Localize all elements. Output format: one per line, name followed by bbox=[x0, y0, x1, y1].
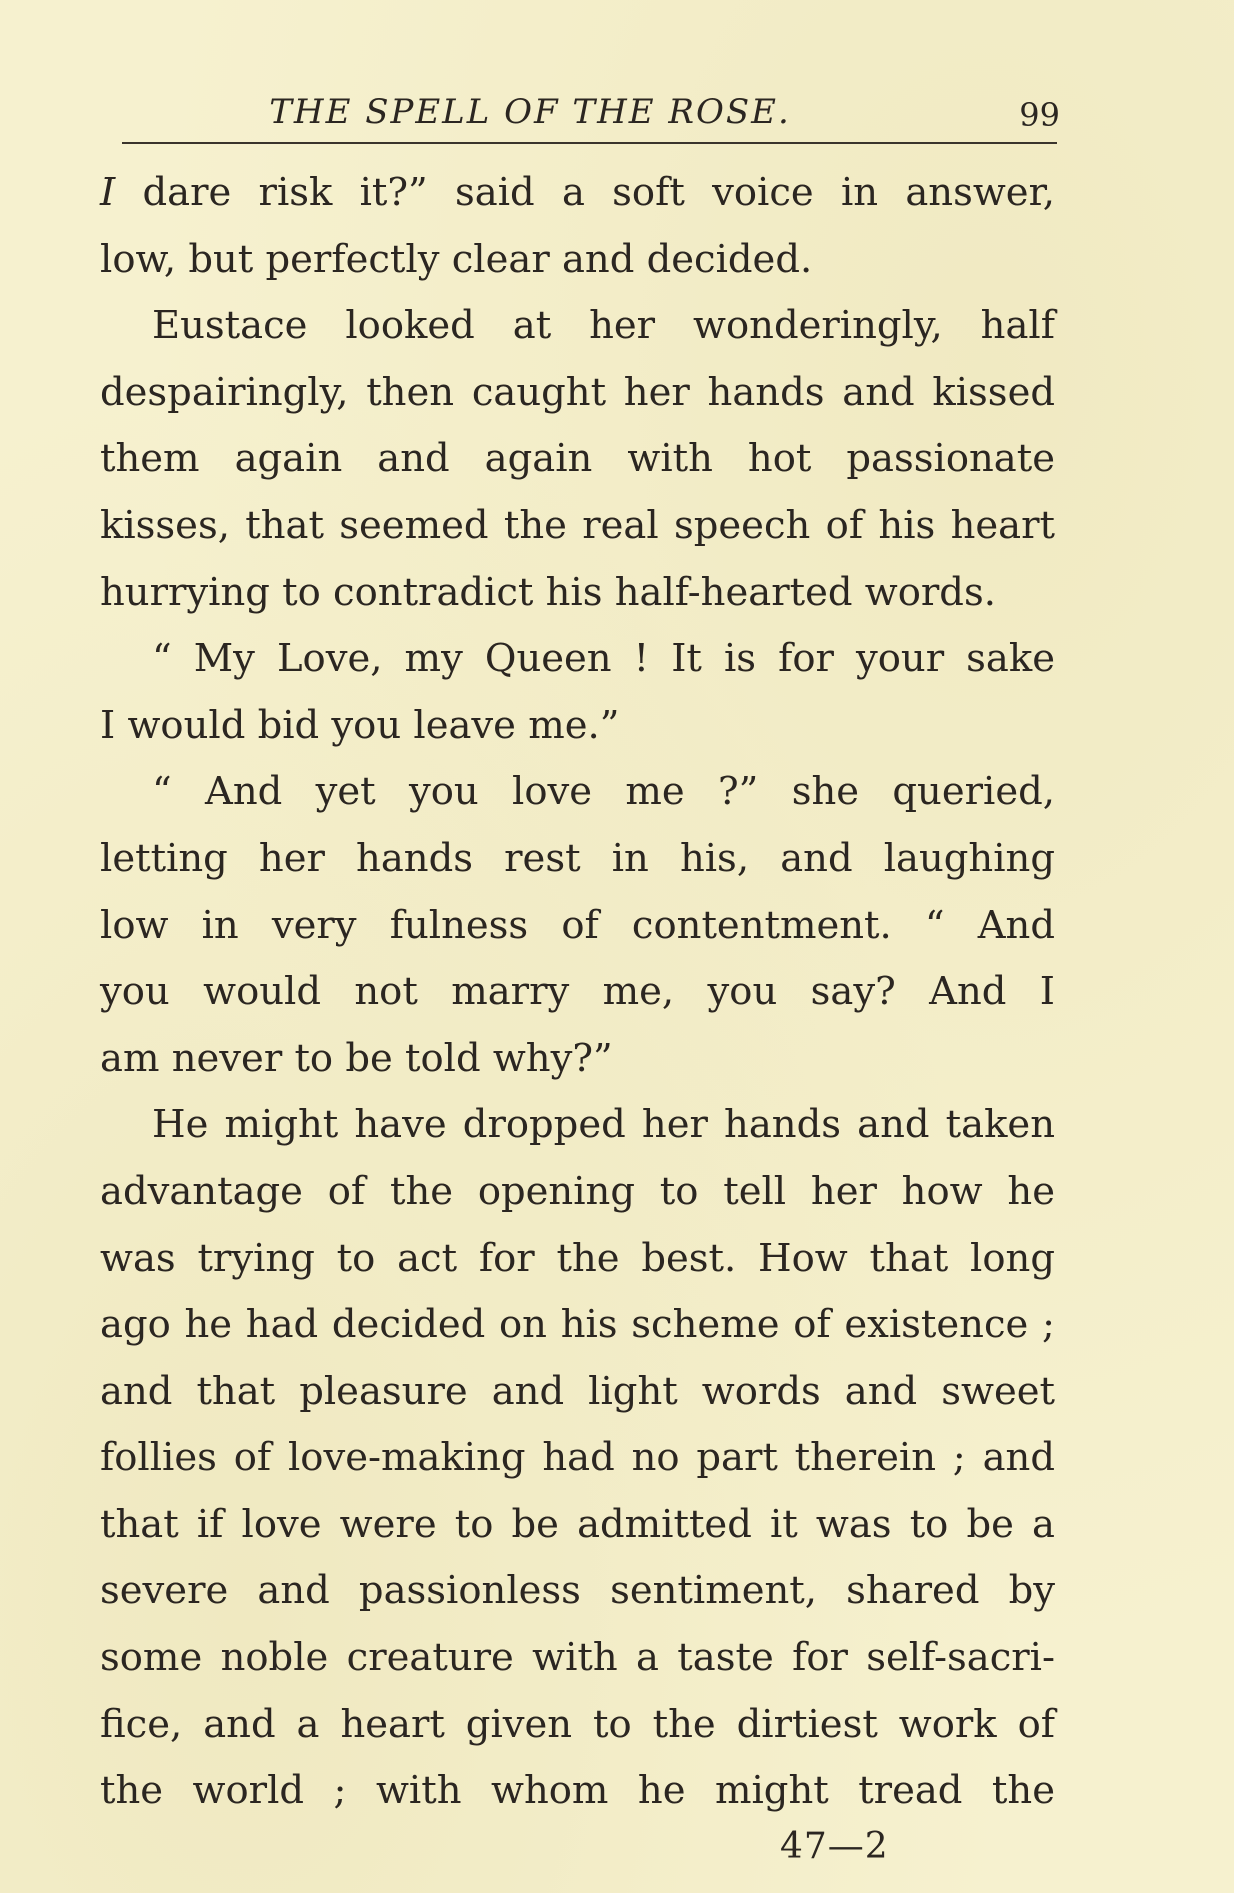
text-line: the world ; with whom he might tread the bbox=[100, 1768, 1055, 1814]
text-line: hurrying to contradict his half-hearted words. bbox=[100, 569, 996, 615]
signature-mark: 47—2 bbox=[780, 1826, 889, 1867]
italic-word: I bbox=[100, 170, 116, 215]
text-line: am never to be told why?” bbox=[100, 1035, 613, 1081]
text-line: “ My Love, my Queen ! It is for your sake bbox=[152, 636, 1055, 682]
text-line: severe and passionless sentiment, shared by bbox=[100, 1568, 1055, 1614]
text-line: was trying to act for the best. How that long bbox=[100, 1235, 1055, 1281]
text-line: follies of love-making had no part therein ; and bbox=[100, 1435, 1055, 1481]
text-line: you would not marry me, you say? And I bbox=[100, 969, 1055, 1015]
body-text bbox=[100, 160, 1055, 1825]
text-line: Eustace looked at her wonderingly, half bbox=[152, 303, 1055, 349]
running-head bbox=[100, 86, 1060, 138]
text-line-content: dare risk it?” said a soft voice in answer, bbox=[115, 170, 1055, 215]
page-number: 99 bbox=[1019, 96, 1060, 134]
text-line: fice, and a heart given to the dirtiest work of bbox=[100, 1701, 1055, 1747]
text-line: kisses, that seemed the real speech of his heart bbox=[100, 502, 1055, 548]
text-line: that if love were to be admitted it was to be a bbox=[100, 1501, 1055, 1547]
text-line bbox=[100, 160, 1055, 227]
text-line: low, but perfectly clear and decided. bbox=[100, 236, 813, 282]
text-line: “ And yet you love me ?” she queried, bbox=[152, 769, 1055, 815]
text-line: them again and again with hot passionate bbox=[100, 436, 1055, 482]
text-line: ago he had decided on his scheme of existence ; bbox=[100, 1302, 1055, 1348]
header-rule bbox=[122, 142, 1057, 144]
text-line: and that pleasure and light words and sweet bbox=[100, 1368, 1055, 1414]
text-line: He might have dropped her hands and taken bbox=[152, 1102, 1055, 1148]
text-line: advantage of the opening to tell her how he bbox=[100, 1168, 1055, 1214]
text-line: despairingly, then caught her hands and kissed bbox=[100, 369, 1055, 415]
text-line: low in very fulness of contentment. “ And bbox=[100, 902, 1055, 948]
text-line: some noble creature with a taste for self-sacri- bbox=[100, 1635, 1055, 1681]
text-line: letting her hands rest in his, and laughing bbox=[100, 835, 1055, 881]
running-title: THE SPELL OF THE ROSE. bbox=[269, 92, 791, 132]
text-line: I would bid you leave me.” bbox=[100, 702, 620, 748]
